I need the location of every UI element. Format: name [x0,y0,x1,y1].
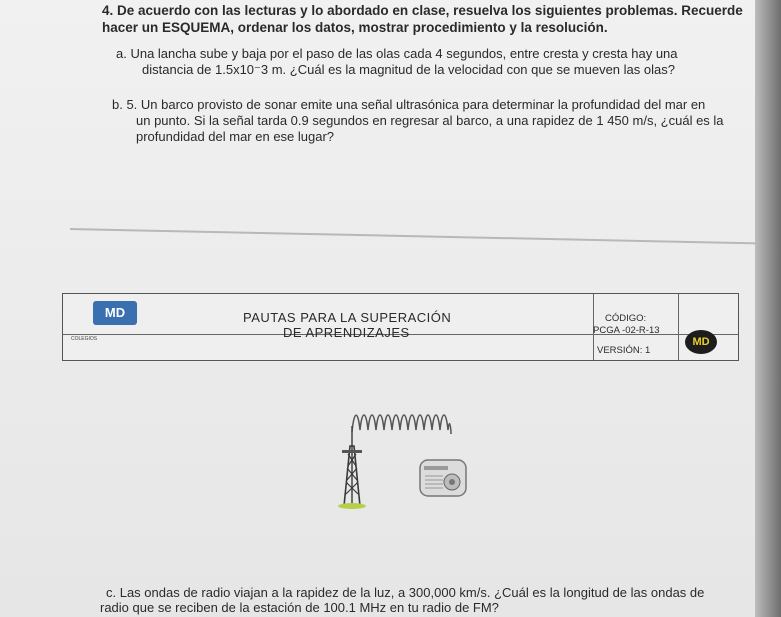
problem-heading-line2: hacer un ESQUEMA, ordenar los datos, mostrar procedimiento y la resolución. [102,20,608,35]
problem-b-line3: profundidad del mar en ese lugar? [136,129,335,144]
radio-tower-icon [338,426,366,509]
footer-code-label: CÓDIGO: [605,313,647,324]
problem-c-line1: c. Las ondas de radio viajan a la rapidez de la luz, a 300,000 km/s. ¿Cuál es la longitud de las ondas de [106,585,705,600]
problem-heading-line1: 4. De acuerdo con las lecturas y lo abordado en clase, resuelva los siguientes problemas. Recuerde [102,3,743,18]
radio-illustration [330,402,470,512]
problem-a-line2: distancia de 1.5x10⁻3 m. ¿Cuál es la magnitud de la velocidad con que se mueven las olas? [142,62,675,77]
radio-receiver-icon [420,460,466,496]
problem-b-line1: b. 5. Un barco provisto de sonar emite una señal ultrasónica para determinar la profundidad del mar en [112,97,706,112]
school-badge: MD [685,330,717,354]
footer-divider [678,294,679,360]
document-footer [62,293,739,361]
paper-fold-line [70,228,770,245]
footer-version: VERSIÓN: 1 [597,345,651,356]
school-logo: MD [93,301,137,325]
footer-title-line2: DE APRENDIZAJES [283,325,410,340]
footer-title-line1: PAUTAS PARA LA SUPERACIÓN [243,310,452,325]
footer-code-value: PCGA -02-R-13 [593,325,660,336]
problem-b-line2: un punto. Si la señal tarda 0.9 segundos en regresar al barco, a una rapidez de 1 450 m/s, ¿cuál es la [136,113,724,128]
radio-wave-icon [352,415,451,434]
page-edge-shadow [755,0,781,617]
school-logo-subtext: COLEGIOS [71,336,98,342]
problem-c-line2: radio que se reciben de la estación de 100.1 MHz en tu radio de FM? [100,600,499,615]
problem-a-line1: a. Una lancha sube y baja por el paso de las olas cada 4 segundos, entre cresta y cresta hay una [116,46,678,61]
